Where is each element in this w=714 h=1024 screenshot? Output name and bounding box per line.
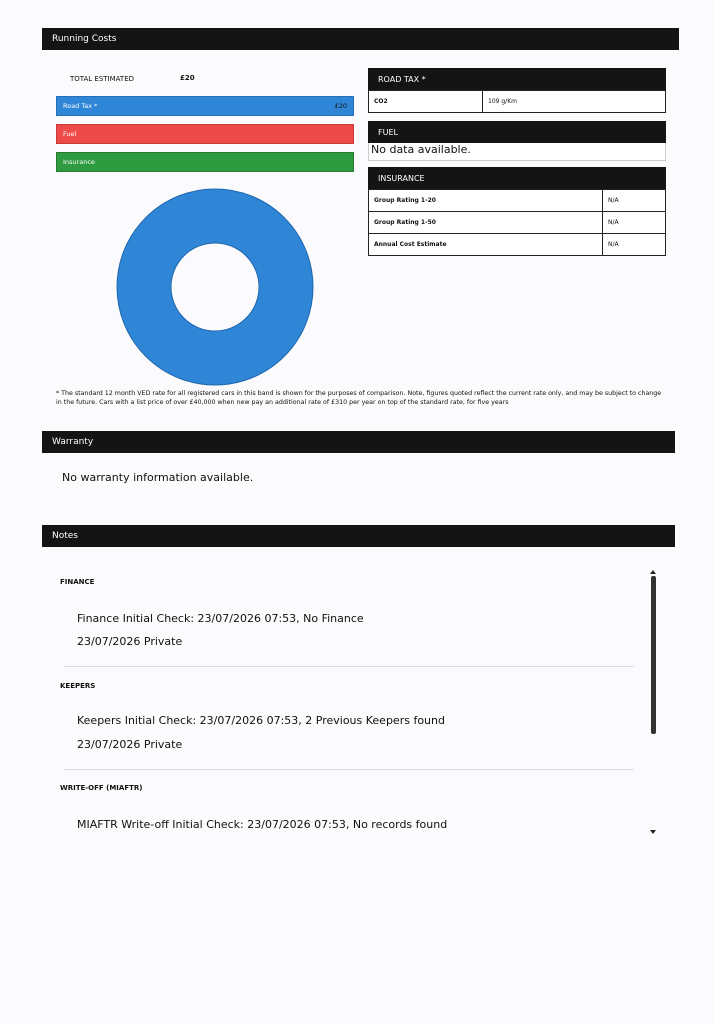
fuel-title: FUEL — [378, 127, 398, 137]
donut-inner-edge — [171, 243, 259, 331]
running-costs-header — [42, 28, 679, 50]
notes-scrollbar-thumb[interactable] — [651, 576, 656, 734]
write-off-section-title: WRITE-OFF (MIAFTR) — [60, 784, 143, 792]
group-rating-20-label: Group Rating 1-20 — [369, 190, 603, 212]
annual-cost-value: N/A — [603, 234, 666, 256]
group-rating-50-label: Group Rating 1-50 — [369, 212, 603, 234]
road-tax-header — [368, 68, 666, 90]
total-estimated-label: TOTAL ESTIMATED — [70, 75, 135, 83]
warranty-title: Warranty — [52, 437, 94, 447]
category-road-tax — [56, 96, 354, 116]
insurance-header — [368, 167, 666, 189]
road-tax-table — [368, 90, 666, 113]
notes-scroll-area[interactable] — [44, 562, 668, 868]
scroll-down-icon[interactable] — [650, 830, 656, 834]
category-fuel-label: Fuel — [63, 130, 77, 138]
write-off-check-line: MIAFTR Write-off Initial Check: 23/07/2026 07:53, No records found — [77, 818, 448, 831]
fuel-header — [368, 121, 666, 143]
fuel-no-data: No data available. — [368, 143, 666, 161]
finance-check-line: Finance Initial Check: 23/07/2026 07:53, No Finance — [77, 612, 364, 625]
category-fuel — [56, 124, 354, 144]
total-estimated-value: £20 — [180, 74, 195, 82]
running-costs-title: Running Costs — [52, 34, 117, 44]
table-row — [369, 91, 666, 113]
notes-header — [42, 525, 675, 547]
group-rating-20-value: N/A — [603, 190, 666, 212]
co2-label: CO2 — [369, 91, 483, 113]
keepers-section-title: KEEPERS — [60, 682, 96, 690]
category-insurance — [56, 152, 354, 172]
notes-title: Notes — [52, 531, 78, 541]
table-row — [369, 234, 666, 256]
table-row — [369, 212, 666, 234]
keepers-check-line: Keepers Initial Check: 23/07/2026 07:53, 2 Previous Keepers found — [77, 714, 445, 727]
category-road-tax-label: Road Tax * — [63, 102, 98, 110]
keepers-date-line: 23/07/2026 Private — [77, 738, 183, 751]
road-tax-title: ROAD TAX * — [378, 74, 426, 84]
category-road-tax-value: £20 — [334, 102, 347, 110]
co2-value: 109 g/Km — [483, 91, 666, 113]
table-row — [369, 190, 666, 212]
category-insurance-label: Insurance — [63, 158, 95, 166]
notes-divider — [64, 666, 634, 667]
finance-date-line: 23/07/2026 Private — [77, 635, 183, 648]
insurance-table — [368, 189, 666, 256]
running-costs-donut-chart — [116, 186, 314, 388]
group-rating-50-value: N/A — [603, 212, 666, 234]
warranty-header — [42, 431, 675, 453]
ved-footnote: * The standard 12 month VED rate for all registered cars in this band is shown for the purposes of comparison. Note, figures quoted reflect the current rate only, and may be subject to change in the future. Cars with a list price of over £40,000 when new pay an additional rate of £310 per year on top of the standard rate, for five years — [56, 390, 662, 406]
finance-section-title: FINANCE — [60, 578, 95, 586]
scroll-up-icon[interactable] — [650, 570, 656, 574]
insurance-title: INSURANCE — [378, 173, 425, 183]
notes-divider — [64, 769, 634, 770]
annual-cost-label: Annual Cost Estimate — [369, 234, 603, 256]
warranty-message: No warranty information available. — [62, 471, 254, 484]
